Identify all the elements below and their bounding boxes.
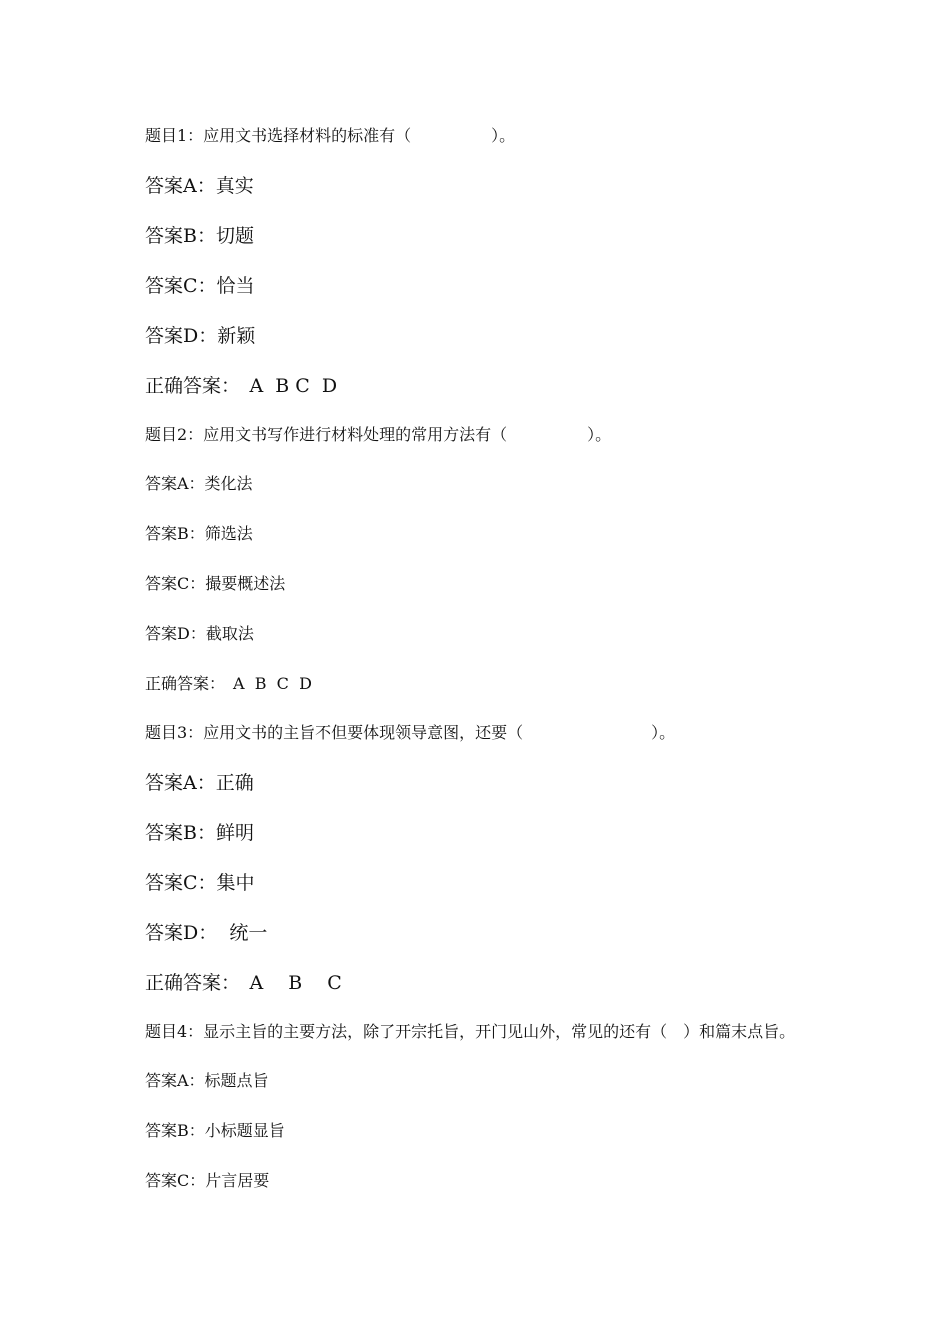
question-2-option-d: 答案D：截取法 bbox=[145, 624, 254, 643]
question-3-option-c: 答案C：集中 bbox=[145, 872, 255, 894]
question-1-option-d: 答案D：新颖 bbox=[145, 325, 256, 347]
question-1-correct-answer: 正确答案： A B C D bbox=[145, 375, 338, 397]
question-3-prompt: 题目3：应用文书的主旨不但要体现领导意图，还要（ ）。 bbox=[145, 723, 676, 742]
question-3-option-b: 答案B：鲜明 bbox=[145, 822, 254, 844]
question-1-option-b: 答案B：切题 bbox=[145, 225, 254, 247]
question-2-option-a: 答案A：类化法 bbox=[145, 474, 253, 493]
question-2-option-b: 答案B：筛选法 bbox=[145, 524, 253, 543]
question-3-option-a: 答案A：正确 bbox=[145, 772, 254, 794]
question-4-option-b: 答案B：小标题显旨 bbox=[145, 1121, 285, 1140]
question-2-prompt: 题目2：应用文书写作进行材料处理的常用方法有（ ）。 bbox=[145, 425, 612, 444]
question-3-option-d: 答案D： 统一 bbox=[145, 922, 268, 944]
question-3-correct-answer: 正确答案： A B C bbox=[145, 972, 342, 994]
question-4-option-a: 答案A：标题点旨 bbox=[145, 1071, 269, 1090]
question-1-prompt: 题目1：应用文书选择材料的标准有（ ）。 bbox=[145, 126, 516, 145]
question-4-option-c: 答案C：片言居要 bbox=[145, 1171, 270, 1190]
question-2-correct-answer: 正确答案： A B C D bbox=[145, 674, 312, 693]
question-1-option-c: 答案C：恰当 bbox=[145, 275, 255, 297]
question-1-option-a: 答案A：真实 bbox=[145, 175, 254, 197]
question-2-option-c: 答案C：撮要概述法 bbox=[145, 574, 286, 593]
question-4-prompt: 题目4：显示主旨的主要方法，除了开宗托旨，开门见山外，常见的还有（ ）和篇末点旨。 bbox=[145, 1022, 796, 1041]
